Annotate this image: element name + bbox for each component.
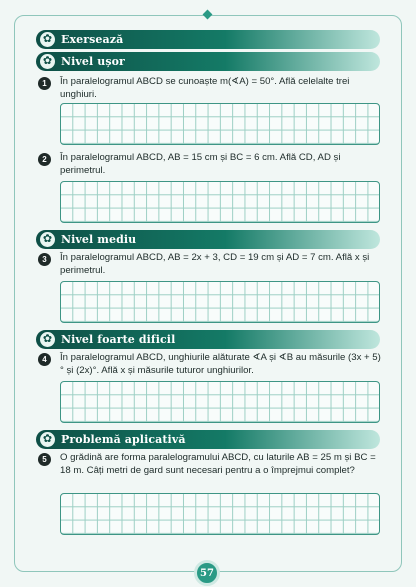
exercise-text: În paralelogramul ABCD, AB = 2x + 3, CD = 19 cm și AD = 7 cm. Află x și perimetrul. (60, 252, 370, 276)
section-banner-nivel-foarte-dificil (36, 330, 380, 349)
exercise-number: 3 (38, 253, 51, 266)
flower-rosette-icon: ✿ (40, 432, 55, 447)
exercise-number: 5 (38, 453, 51, 466)
exercise-number: 2 (38, 153, 51, 166)
flower-rosette-icon: ✿ (40, 332, 55, 347)
exercise-text: O grădină are forma paralelogramului ABCD, cu laturile AB = 25 m și BC = 18 m. Câți metri de gard sunt necesari pentru a o împrejmui complet? (60, 452, 376, 476)
answer-grid-2[interactable] (60, 181, 380, 223)
exercise-text: În paralelogramul ABCD, unghiurile alăturate ∢A și ∢B au măsurile (3x + 5)° și (2x)°. Află x și măsurile tuturor unghiurilor. (60, 352, 381, 376)
page-number: 57 (194, 560, 220, 586)
section-title: Nivel mediu (61, 233, 137, 246)
section-title: Nivel ușor (61, 55, 125, 68)
answer-grid-3[interactable] (60, 281, 380, 323)
section-title: Nivel foarte dificil (61, 333, 176, 346)
section-title: Exersează (61, 33, 124, 46)
flower-rosette-icon: ✿ (40, 54, 55, 69)
section-banner-exerseaza (36, 30, 380, 49)
section-banner-problema-aplicativa (36, 430, 380, 449)
flower-rosette-icon: ✿ (40, 32, 55, 47)
exercise-text: În paralelogramul ABCD se cunoaște m(∢A) = 50°. Află celelalte trei unghiuri. (60, 76, 350, 100)
exercise-number: 1 (38, 77, 51, 90)
exercise-text: În paralelogramul ABCD, AB = 15 cm și BC = 6 cm. Află CD, AD și perimetrul. (60, 152, 341, 176)
section-title: Problemă aplicativă (61, 433, 186, 446)
answer-grid-1[interactable] (60, 103, 380, 145)
section-banner-nivel-usor (36, 52, 380, 71)
answer-grid-5[interactable] (60, 493, 380, 535)
answer-grid-4[interactable] (60, 381, 380, 423)
section-banner-nivel-mediu (36, 230, 380, 249)
flower-rosette-icon: ✿ (40, 232, 55, 247)
exercise-number: 4 (38, 353, 51, 366)
